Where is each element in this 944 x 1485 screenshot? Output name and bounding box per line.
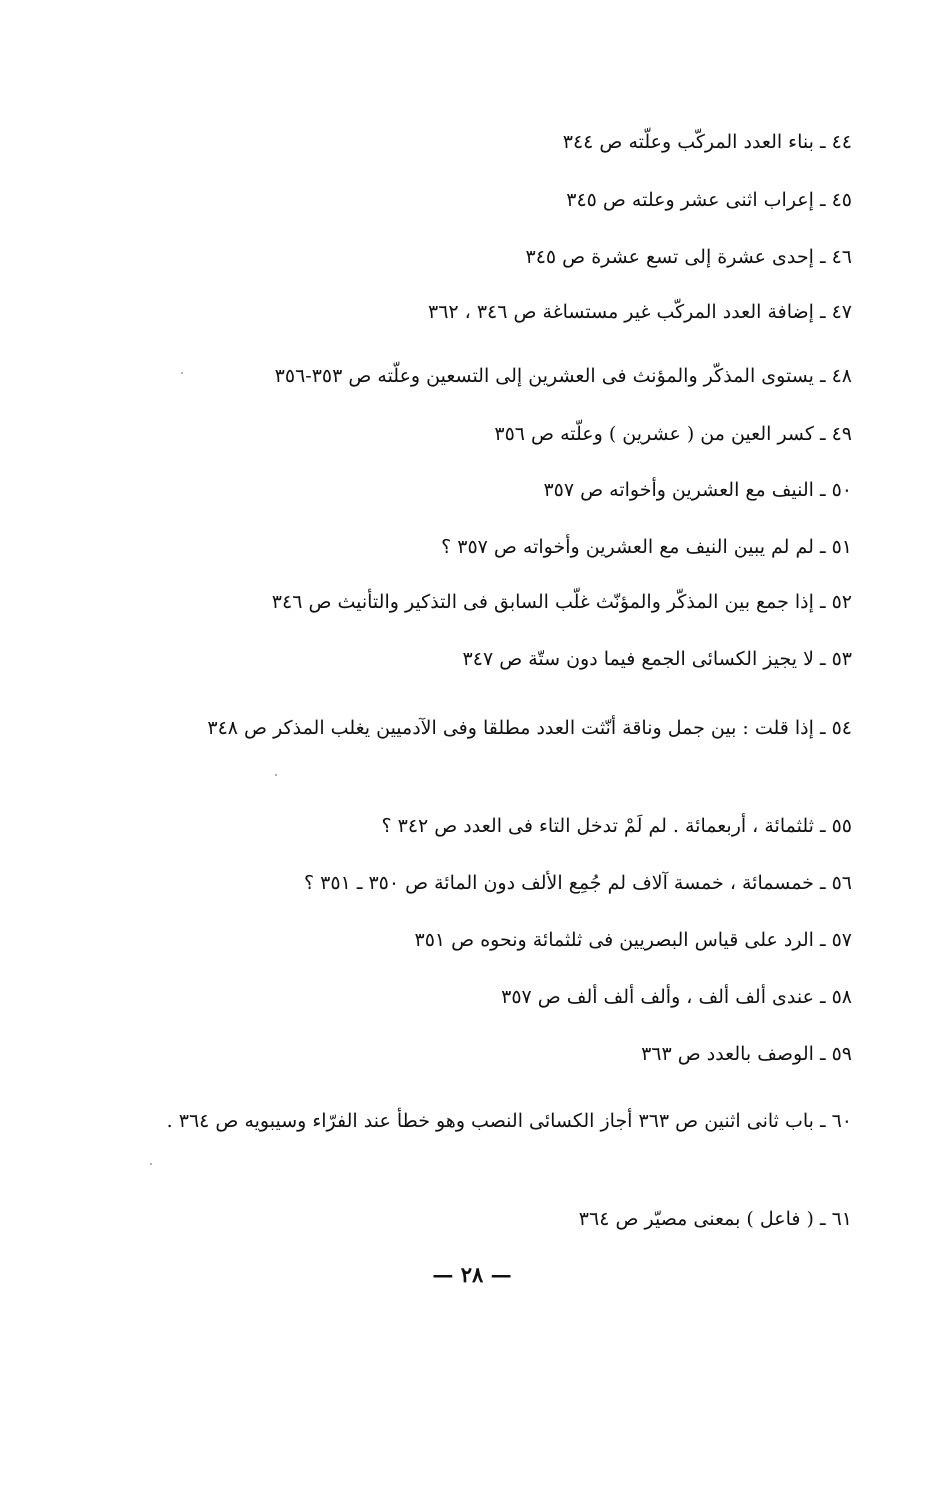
scan-speck <box>181 372 183 374</box>
scan-speck <box>275 774 277 776</box>
index-entry-46: ٤٦ ـ إحدى عشرة إلى تسع عشرة ص ٣٤٥ <box>525 246 852 268</box>
index-entry-49: ٤٩ ـ كسر العين من ( عشرين ) وعلّته ص ٣٥٦ <box>494 423 852 445</box>
index-entry-48: ٤٨ ـ يستوى المذكّر والمؤنث فى العشرين إلى التسعين وعلّته ص ٣٥٣-٣٥٦ <box>274 365 852 387</box>
index-entry-50: ٥٠ ـ النيف مع العشرين وأخواته ص ٣٥٧ <box>543 479 852 501</box>
index-entry-54: ٥٤ ـ إذا قلت : بين جمل وناقة أنّثت العدد مطلقا وفى الآدميين يغلب المذكر ص ٣٤٨ <box>207 717 852 739</box>
index-entry-51: ٥١ ـ لم لم يبين النيف مع العشرين وأخواته ص ٣٥٧ ؟ <box>441 536 852 558</box>
page-number: — ٢٨ — <box>432 1262 512 1287</box>
index-entry-55: ٥٥ ـ ثلثمائة ، أربعمائة . لم لَمْ تدخل التاء فى العدد ص ٣٤٢ ؟ <box>381 815 852 837</box>
index-entry-47: ٤٧ ـ إضافة العدد المركّب غير مستساغة ص ٣٤٦ ، ٣٦٢ <box>428 301 852 323</box>
index-entry-60: ٦٠ ـ باب ثانى اثنين ص ٣٦٣ أجاز الكسائى النصب وهو خطأ عند الفرّاء وسيبويه ص ٣٦٤ . <box>166 1110 852 1132</box>
index-entry-57: ٥٧ ـ الرد على قياس البصريين فى ثلثمائة ونحوه ص ٣٥١ <box>414 929 852 951</box>
index-entry-44: ٤٤ ـ بناء العدد المركّب وعلّته ص ٣٤٤ <box>562 131 852 153</box>
index-entry-53: ٥٣ ـ لا يجيز الكسائى الجمع فيما دون ستّة ص ٣٤٧ <box>462 648 852 670</box>
index-entry-59: ٥٩ ـ الوصف بالعدد ص ٣٦٣ <box>641 1043 852 1065</box>
index-entry-56: ٥٦ ـ خمسمائة ، خمسة آلاف لم جُمِع الألف دون المائة ص ٣٥٠ ـ ٣٥١ ؟ <box>304 872 852 894</box>
index-entry-45: ٤٥ ـ إعراب اثنى عشر وعلته ص ٣٤٥ <box>566 189 852 211</box>
scan-speck <box>150 1163 152 1165</box>
index-entry-52: ٥٢ ـ إذا جمع بين المذكّر والمؤنّث غلّب السابق فى التذكير والتأنيث ص ٣٤٦ <box>271 591 852 613</box>
index-entry-61: ٦١ ـ ( فاعل ) بمعنى مصيّر ص ٣٦٤ <box>578 1208 852 1230</box>
index-entry-58: ٥٨ ـ عندى ألف ألف ، وألف ألف ألف ص ٣٥٧ <box>501 986 852 1008</box>
